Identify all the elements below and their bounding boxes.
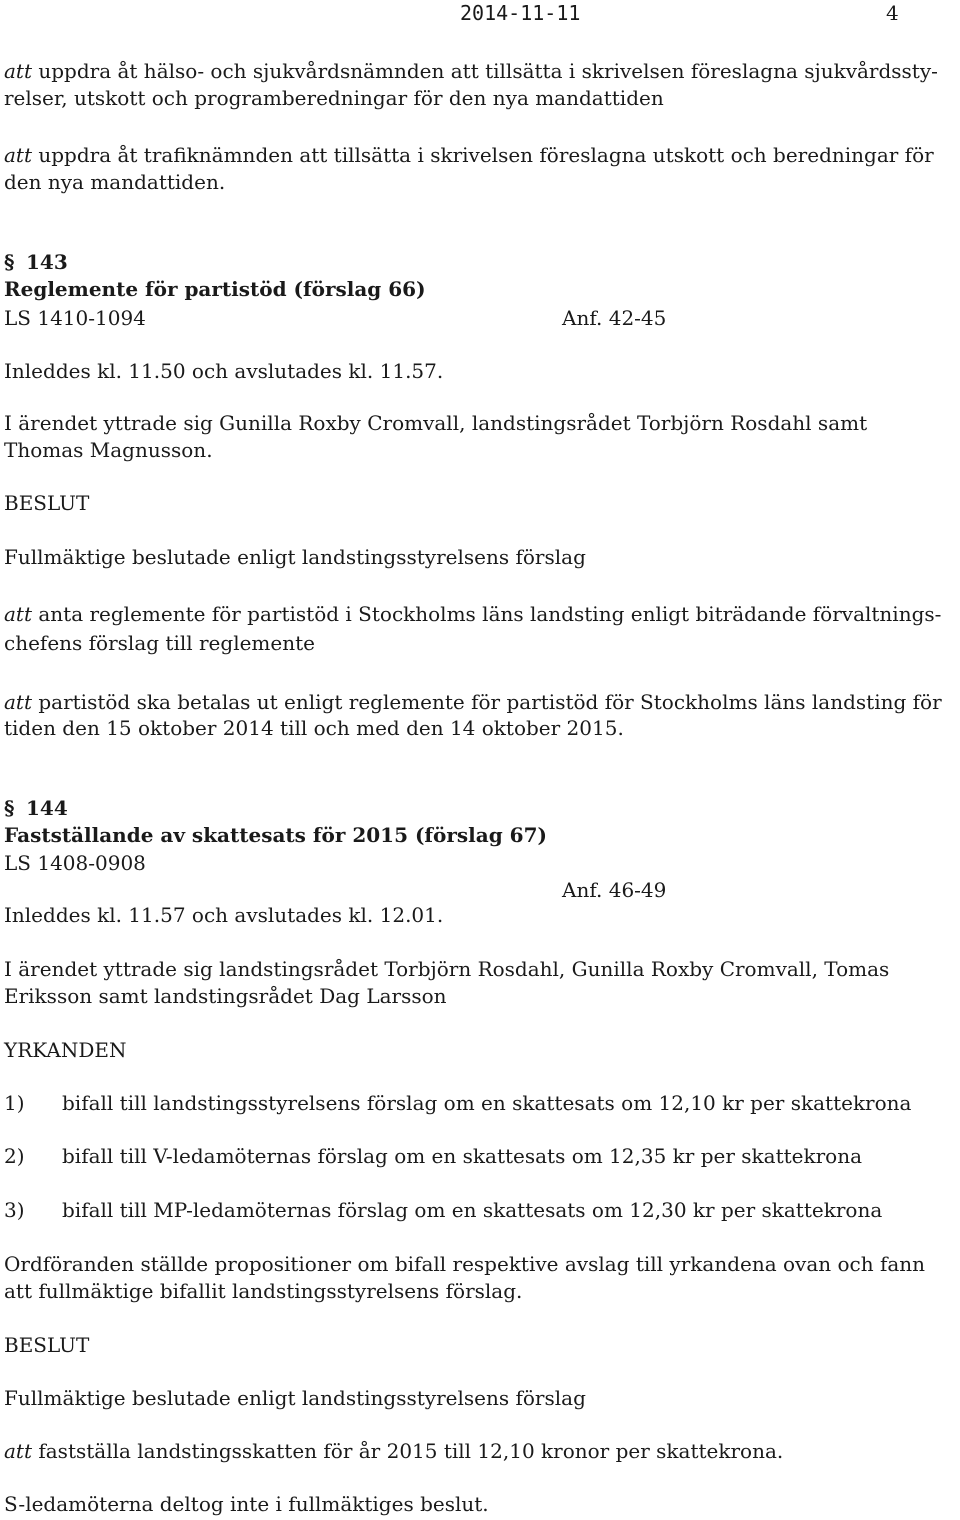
- section-number: [4, 249, 68, 275]
- keyword-att: att: [4, 602, 32, 626]
- motion-number: 3): [4, 1198, 25, 1222]
- motion-text: bifall till landstingsstyrelsens förslag om en skattesats om 12,10 kr per skattekrona: [62, 1091, 912, 1115]
- motion-number: 1): [4, 1091, 25, 1115]
- text-line: tiden den 15 oktober 2014 till och med den 14 oktober 2015.: [4, 716, 624, 740]
- beslut-heading: BESLUT: [4, 491, 90, 515]
- decision-intro: Fullmäktige beslutade enligt landstingsstyrelsens förslag: [4, 1386, 586, 1410]
- motion-text: bifall till V-ledamöternas förslag om en skattesats om 12,35 kr per skattekrona: [62, 1144, 863, 1168]
- text-line: I ärendet yttrade sig Gunilla Roxby Cromvall, landstingsrådet Torbjörn Rosdahl samt: [4, 411, 868, 435]
- text-line: relser, utskott och programberedningar för den nya mandattiden: [4, 86, 664, 110]
- text-line: den nya mandattiden.: [4, 170, 226, 194]
- text-line: [4, 1438, 783, 1464]
- section-number: [4, 795, 68, 821]
- section-number-value: 143: [26, 250, 68, 274]
- text-line: chefens förslag till reglemente: [4, 631, 315, 655]
- text-fragment: fastställa landstingsskatten för år 2015 till 12,10 kronor per skattekrona.: [32, 1439, 784, 1463]
- session-timing: Inleddes kl. 11.57 och avslutades kl. 12.01.: [4, 903, 444, 927]
- yrkanden-heading: YRKANDEN: [4, 1038, 127, 1062]
- anf-reference: Anf. 42-45: [562, 306, 667, 330]
- motion-item: [4, 1143, 862, 1169]
- anf-reference: Anf. 46-49: [562, 878, 667, 902]
- text-fragment: partistöd ska betalas ut enligt reglemente för partistöd för Stockholms läns landsting för: [32, 690, 942, 714]
- motion-text: bifall till MP-ledamöternas förslag om en skattesats om 12,30 kr per skattekrona: [62, 1198, 883, 1222]
- header-date: 2014-11-11: [460, 1, 581, 25]
- motion-item: [4, 1090, 911, 1116]
- page-number: 4: [886, 1, 899, 25]
- ls-number: LS 1410-1094: [4, 306, 146, 330]
- decision-intro: Fullmäktige beslutade enligt landstingsstyrelsens förslag: [4, 545, 586, 569]
- text-fragment: anta reglemente för partistöd i Stockholms läns landsting enligt biträdande förvaltnings-: [32, 602, 942, 626]
- text-line: Ordföranden ställde propositioner om bifall respektive avslag till yrkandena ovan och fann: [4, 1252, 926, 1276]
- beslut-heading: BESLUT: [4, 1333, 90, 1357]
- text-fragment: uppdra åt hälso- och sjukvårdsnämnden att tillsätta i skrivelsen föreslagna sjukvårdssty-: [32, 59, 938, 83]
- ls-number: LS 1408-0908: [4, 851, 146, 875]
- session-timing: Inleddes kl. 11.50 och avslutades kl. 11.57.: [4, 359, 444, 383]
- keyword-att: att: [4, 1439, 32, 1463]
- motion-number: 2): [4, 1144, 25, 1168]
- text-line: I ärendet yttrade sig landstingsrådet Torbjörn Rosdahl, Gunilla Roxby Cromvall, Tomas: [4, 957, 890, 981]
- section-sign: §: [4, 250, 15, 274]
- text-line: att fullmäktige bifallit landstingsstyrelsens förslag.: [4, 1279, 523, 1303]
- text-fragment: uppdra åt trafiknämnden att tillsätta i skrivelsen föreslagna utskott och beredningar för: [32, 143, 934, 167]
- section-title: Reglemente för partistöd (förslag 66): [4, 277, 426, 301]
- note-line: S-ledamöterna deltog inte i fullmäktiges beslut.: [4, 1492, 489, 1516]
- keyword-att: att: [4, 59, 32, 83]
- section-number-value: 144: [26, 796, 68, 820]
- text-line: [4, 58, 938, 84]
- section-title: Fastställande av skattesats för 2015 (förslag 67): [4, 823, 547, 847]
- text-line: Eriksson samt landstingsrådet Dag Larsson: [4, 984, 447, 1008]
- keyword-att: att: [4, 143, 32, 167]
- section-sign: §: [4, 796, 15, 820]
- motion-item: [4, 1197, 882, 1223]
- text-line: Thomas Magnusson.: [4, 438, 213, 462]
- keyword-att: att: [4, 690, 32, 714]
- text-line: [4, 601, 941, 627]
- text-line: [4, 689, 942, 715]
- text-line: [4, 142, 934, 168]
